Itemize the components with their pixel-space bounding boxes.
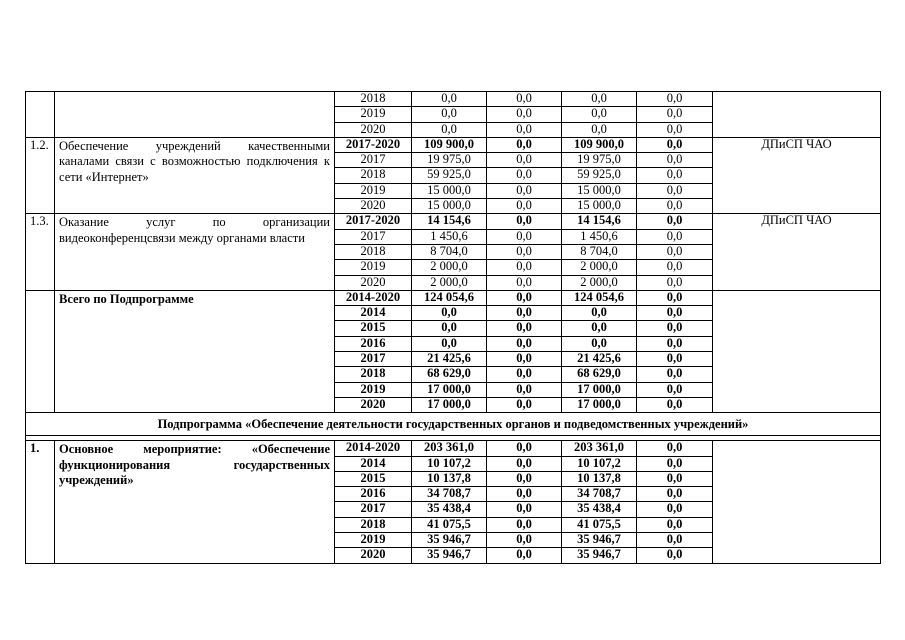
section-title: Подпрограмма «Обеспечение деятельности государственных органов и подведомственных учреждений» [26,413,881,436]
executor-cell [713,92,881,138]
year-cell: 2018 [335,168,412,183]
other-cell: 0,0 [637,533,713,548]
regional-cell: 15 000,0 [562,199,637,214]
regional-cell: 17 000,0 [562,397,637,412]
total-cell: 35 946,7 [412,548,487,563]
total-cell: 41 075,5 [412,517,487,532]
federal-cell: 0,0 [487,244,562,259]
year-cell: 2019 [335,382,412,397]
total-cell: 8 704,0 [412,244,487,259]
regional-cell: 17 000,0 [562,382,637,397]
regional-cell: 41 075,5 [562,517,637,532]
federal-cell: 0,0 [487,214,562,229]
total-cell: 34 708,7 [412,487,487,502]
federal-cell: 0,0 [487,183,562,198]
federal-cell: 0,0 [487,502,562,517]
total-cell: 0,0 [412,336,487,351]
executor-cell: ДПиСП ЧАО [713,214,881,290]
total-cell: 15 000,0 [412,183,487,198]
year-cell: 2017 [335,153,412,168]
year-cell: 2018 [335,244,412,259]
regional-cell: 10 137,8 [562,471,637,486]
year-cell: 2018 [335,517,412,532]
year-cell: 2016 [335,487,412,502]
federal-cell: 0,0 [487,441,562,456]
total-cell: 14 154,6 [412,214,487,229]
other-cell: 0,0 [637,487,713,502]
year-cell: 2017 [335,352,412,367]
federal-cell: 0,0 [487,487,562,502]
item-number [26,290,55,412]
regional-cell: 124 054,6 [562,290,637,305]
other-cell: 0,0 [637,397,713,412]
year-cell: 2018 [335,367,412,382]
regional-cell: 15 000,0 [562,183,637,198]
other-cell: 0,0 [637,502,713,517]
year-cell: 2014 [335,456,412,471]
other-cell: 0,0 [637,382,713,397]
other-cell: 0,0 [637,290,713,305]
regional-cell: 0,0 [562,122,637,137]
regional-cell: 0,0 [562,321,637,336]
year-cell: 2019 [335,183,412,198]
regional-cell: 34 708,7 [562,487,637,502]
total-cell: 35 946,7 [412,533,487,548]
total-cell: 0,0 [412,321,487,336]
year-cell: 2019 [335,107,412,122]
year-cell: 2014 [335,306,412,321]
other-cell: 0,0 [637,229,713,244]
federal-cell: 0,0 [487,352,562,367]
federal-cell: 0,0 [487,382,562,397]
other-cell: 0,0 [637,321,713,336]
other-cell: 0,0 [637,183,713,198]
total-cell: 15 000,0 [412,199,487,214]
other-cell: 0,0 [637,517,713,532]
year-cell: 2015 [335,471,412,486]
other-cell: 0,0 [637,441,713,456]
year-cell: 2020 [335,397,412,412]
regional-cell: 109 900,0 [562,137,637,152]
table-body [26,92,881,564]
regional-cell: 14 154,6 [562,214,637,229]
federal-cell: 0,0 [487,168,562,183]
federal-cell: 0,0 [487,548,562,563]
federal-cell: 0,0 [487,533,562,548]
other-cell: 0,0 [637,92,713,107]
other-cell: 0,0 [637,244,713,259]
table-row [26,290,881,305]
executor-cell [713,441,881,563]
federal-cell: 0,0 [487,456,562,471]
other-cell: 0,0 [637,456,713,471]
regional-cell: 35 946,7 [562,548,637,563]
federal-cell: 0,0 [487,397,562,412]
total-cell: 19 975,0 [412,153,487,168]
regional-cell: 35 438,4 [562,502,637,517]
total-cell: 10 107,2 [412,456,487,471]
year-cell: 2019 [335,533,412,548]
total-cell: 109 900,0 [412,137,487,152]
other-cell: 0,0 [637,548,713,563]
other-cell: 0,0 [637,260,713,275]
item-description: Основное мероприятие: «Обеспечение функционирования государственных учреждений» [55,441,335,563]
total-cell: 35 438,4 [412,502,487,517]
other-cell: 0,0 [637,352,713,367]
executor-cell [713,290,881,412]
other-cell: 0,0 [637,214,713,229]
other-cell: 0,0 [637,471,713,486]
federal-cell: 0,0 [487,199,562,214]
section-row [26,413,881,436]
regional-cell: 59 925,0 [562,168,637,183]
regional-cell: 0,0 [562,92,637,107]
federal-cell: 0,0 [487,290,562,305]
total-cell: 1 450,6 [412,229,487,244]
other-cell: 0,0 [637,367,713,382]
other-cell: 0,0 [637,168,713,183]
year-cell: 2017 [335,229,412,244]
year-cell: 2017 [335,502,412,517]
federal-cell: 0,0 [487,260,562,275]
item-number: 1. [26,441,55,563]
total-cell: 0,0 [412,107,487,122]
regional-cell: 0,0 [562,306,637,321]
item-number: 1.2. [26,137,55,213]
year-cell: 2019 [335,260,412,275]
total-cell: 21 425,6 [412,352,487,367]
total-cell: 17 000,0 [412,382,487,397]
total-cell: 0,0 [412,306,487,321]
federal-cell: 0,0 [487,471,562,486]
federal-cell: 0,0 [487,306,562,321]
regional-cell: 0,0 [562,107,637,122]
regional-cell: 8 704,0 [562,244,637,259]
item-number: 1.3. [26,214,55,290]
total-cell: 203 361,0 [412,441,487,456]
year-cell: 2016 [335,336,412,351]
regional-cell: 203 361,0 [562,441,637,456]
year-cell: 2017-2020 [335,214,412,229]
table-row [26,441,881,456]
other-cell: 0,0 [637,199,713,214]
item-description: Оказание услуг по организации видеоконференцсвязи между органами власти [55,214,335,290]
year-cell: 2014-2020 [335,441,412,456]
federal-cell: 0,0 [487,122,562,137]
year-cell: 2020 [335,199,412,214]
total-cell: 2 000,0 [412,260,487,275]
federal-cell: 0,0 [487,92,562,107]
other-cell: 0,0 [637,275,713,290]
year-cell: 2020 [335,122,412,137]
federal-cell: 0,0 [487,367,562,382]
total-cell: 17 000,0 [412,397,487,412]
other-cell: 0,0 [637,336,713,351]
program-funding-table [25,91,881,564]
other-cell: 0,0 [637,122,713,137]
federal-cell: 0,0 [487,336,562,351]
regional-cell: 2 000,0 [562,260,637,275]
table-row [26,137,881,152]
total-cell: 124 054,6 [412,290,487,305]
federal-cell: 0,0 [487,229,562,244]
federal-cell: 0,0 [487,137,562,152]
regional-cell: 21 425,6 [562,352,637,367]
regional-cell: 0,0 [562,336,637,351]
other-cell: 0,0 [637,137,713,152]
total-cell: 68 629,0 [412,367,487,382]
regional-cell: 1 450,6 [562,229,637,244]
regional-cell: 35 946,7 [562,533,637,548]
item-description: Обеспечение учреждений качественными каналами связи с возможностью подключения к сети «Интернет» [55,137,335,213]
table-row [26,92,881,107]
total-cell: 0,0 [412,92,487,107]
year-cell: 2017-2020 [335,137,412,152]
regional-cell: 10 107,2 [562,456,637,471]
year-cell: 2020 [335,275,412,290]
item-description: Всего по Подпрограмме [55,290,335,412]
federal-cell: 0,0 [487,517,562,532]
other-cell: 0,0 [637,306,713,321]
executor-cell: ДПиСП ЧАО [713,137,881,213]
federal-cell: 0,0 [487,321,562,336]
federal-cell: 0,0 [487,107,562,122]
year-cell: 2014-2020 [335,290,412,305]
total-cell: 59 925,0 [412,168,487,183]
total-cell: 2 000,0 [412,275,487,290]
other-cell: 0,0 [637,107,713,122]
regional-cell: 2 000,0 [562,275,637,290]
table-row [26,214,881,229]
regional-cell: 19 975,0 [562,153,637,168]
year-cell: 2020 [335,548,412,563]
federal-cell: 0,0 [487,153,562,168]
total-cell: 0,0 [412,122,487,137]
item-number [26,92,55,138]
other-cell: 0,0 [637,153,713,168]
year-cell: 2015 [335,321,412,336]
regional-cell: 68 629,0 [562,367,637,382]
item-description [55,92,335,138]
federal-cell: 0,0 [487,275,562,290]
total-cell: 10 137,8 [412,471,487,486]
year-cell: 2018 [335,92,412,107]
